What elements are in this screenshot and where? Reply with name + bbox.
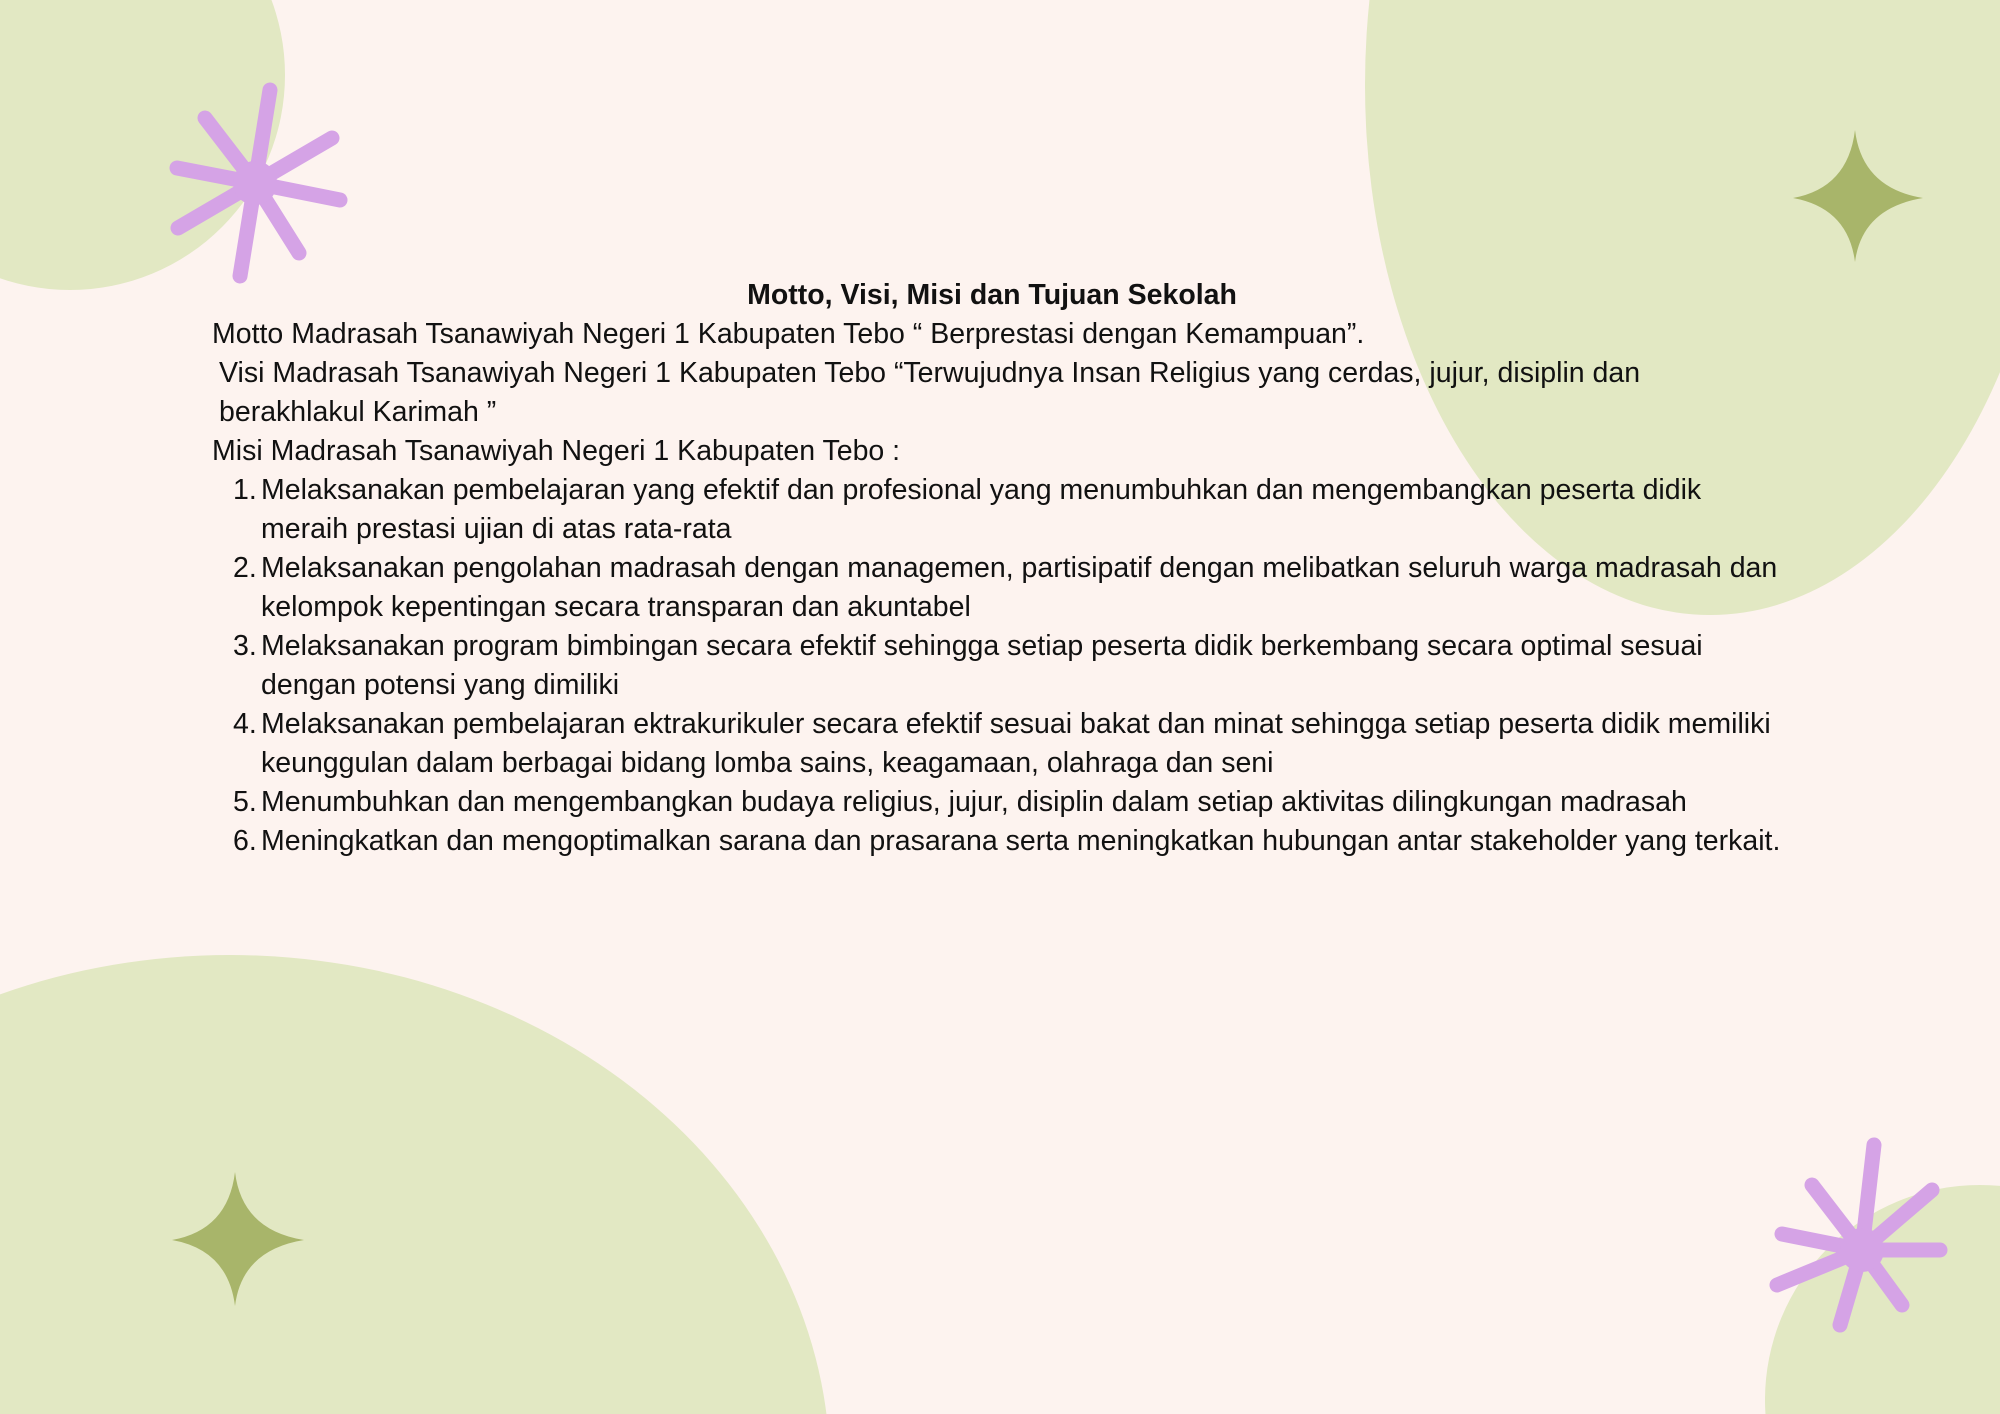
visi-paragraph: Visi Madrasah Tsanawiyah Negeri 1 Kabupaten Tebo “Terwujudnya Insan Religius yang cerdas, jujur, disiplin dan berakhlakul Karimah ” (219, 357, 1641, 428)
list-item (212, 822, 1792, 861)
list-item-text: Melaksanakan pembelajaran ektrakurikuler secara efektif sesuai bakat dan minat sehingga setiap peserta didik memiliki keunggulan dalam berbagai bidang lomba sains, keagamaan, olahraga dan seni (261, 708, 1771, 779)
list-item (212, 549, 1792, 627)
document-title: Motto, Visi, Misi dan Tujuan Sekolah (747, 279, 1237, 311)
document-body (212, 276, 1792, 861)
bottom-right-blob (1765, 1185, 2000, 1414)
list-item-text: Menumbuhkan dan mengembangkan budaya religius, jujur, disiplin dalam setiap aktivitas dilingkungan madrasah (261, 786, 1687, 818)
list-item (212, 471, 1792, 549)
list-item (212, 627, 1792, 705)
misi-list (212, 471, 1792, 861)
list-item-text: Melaksanakan program bimbingan secara efektif sehingga setiap peserta didik berkembang secara optimal sesuai dengan potensi yang dimiliki (261, 630, 1703, 701)
misi-heading: Misi Madrasah Tsanawiyah Negeri 1 Kabupaten Tebo : (212, 435, 901, 467)
list-item-text: Melaksanakan pembelajaran yang efektif dan profesional yang menumbuhkan dan mengembangkan peserta didik meraih prestasi ujian di atas rata-rata (261, 474, 1702, 545)
list-item (212, 705, 1792, 783)
list-item (212, 783, 1792, 822)
list-item-text: Meningkatkan dan mengoptimalkan sarana dan prasarana serta meningkatkan hubungan antar stakeholder yang terkait. (261, 825, 1781, 857)
list-item-text: Melaksanakan pengolahan madrasah dengan managemen, partisipatif dengan melibatkan seluruh warga madrasah dan kelompok kepentingan secara transparan dan akuntabel (261, 552, 1778, 623)
list-item-number: 5. (233, 786, 257, 818)
list-item-number: 1. (233, 474, 257, 506)
list-item-number: 4. (233, 708, 257, 740)
motto-paragraph: Motto Madrasah Tsanawiyah Negeri 1 Kabupaten Tebo “ Berprestasi dengan Kemampuan”. (212, 318, 1365, 350)
list-item-number: 6. (233, 825, 257, 857)
list-item-number: 2. (233, 552, 257, 584)
list-item-number: 3. (233, 630, 257, 662)
bottom-left-blob (0, 955, 830, 1414)
